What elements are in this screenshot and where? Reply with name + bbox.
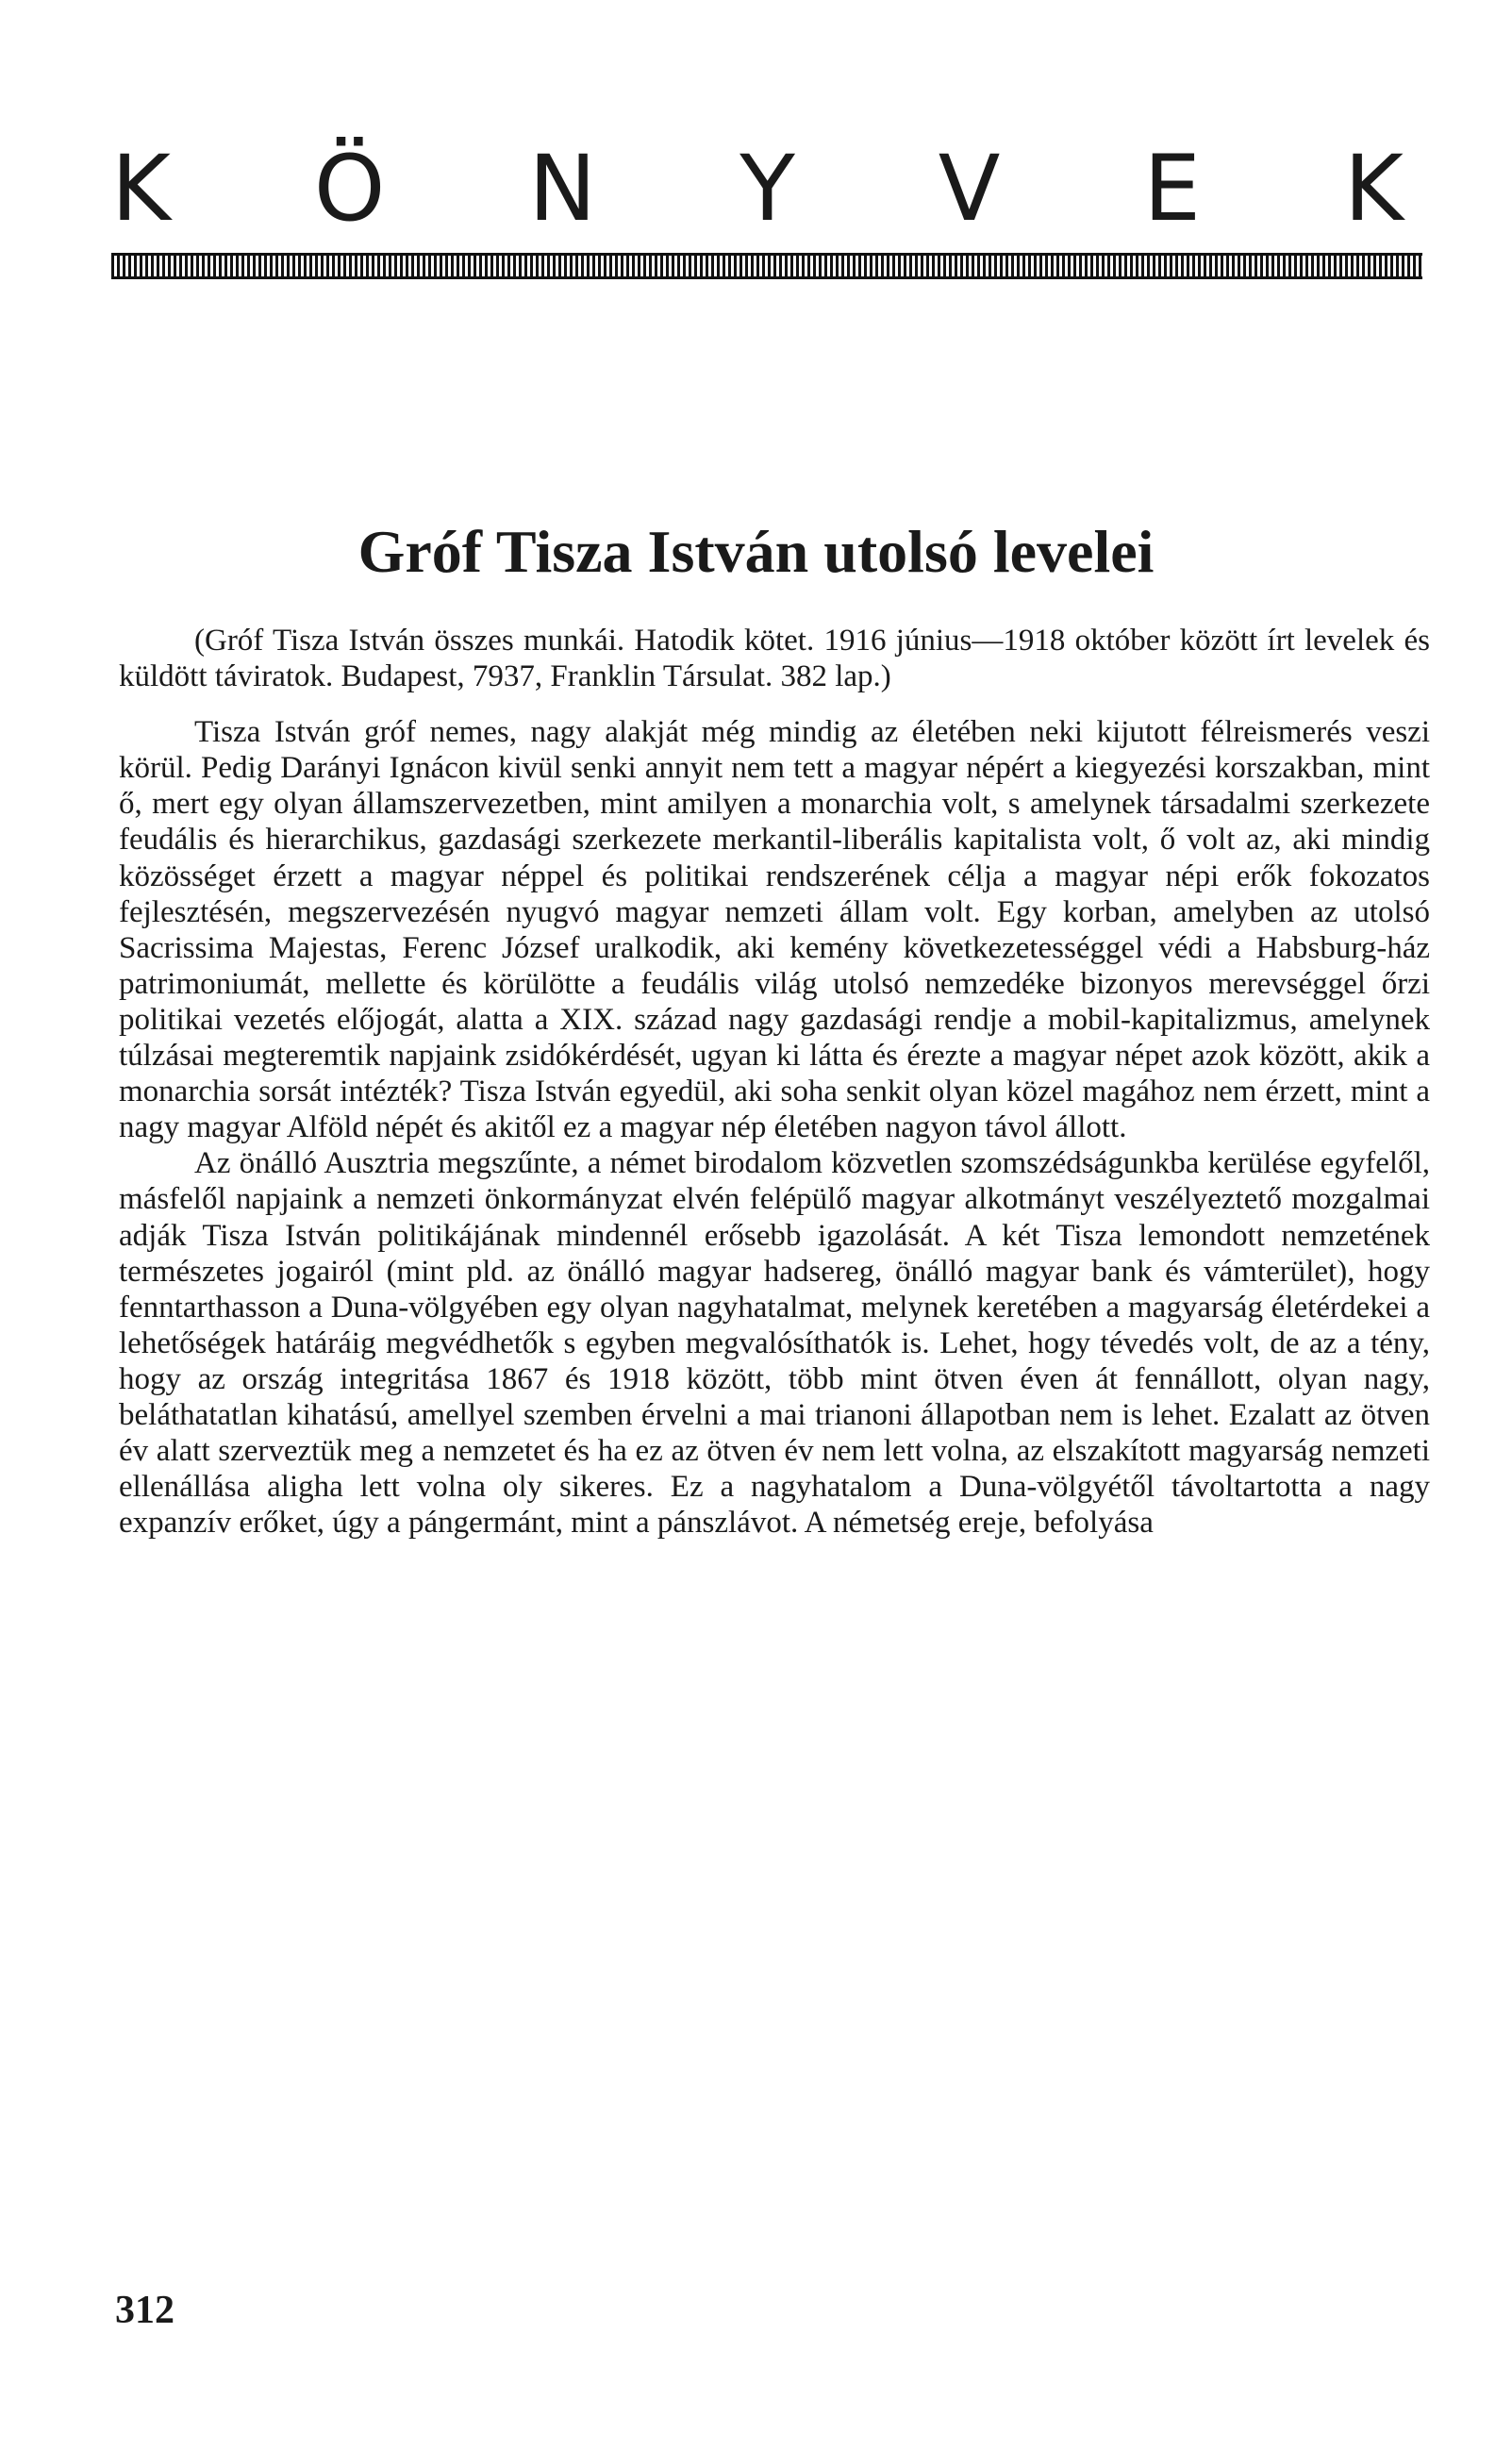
section-heading xyxy=(111,136,1404,242)
header-divider xyxy=(111,253,1422,279)
section-letter: E xyxy=(1143,136,1202,242)
section-letter: Ö xyxy=(313,136,386,242)
section-letter: Y xyxy=(739,136,795,242)
section-letter: K xyxy=(111,136,171,242)
page-number: 312 xyxy=(115,2289,174,2332)
section-letter: K xyxy=(1344,136,1404,242)
section-letter: V xyxy=(938,136,1001,242)
section-letter: N xyxy=(528,136,597,242)
article-body xyxy=(119,623,1430,1541)
bibliography-note: (Gróf Tisza István összes munkái. Hatodik kötet. 1916 június—1918 október között írt levelek és küldött táviratok. Budapest, 7937, Franklin Társulat. 382 lap.) xyxy=(119,624,1430,694)
article-title: Gróf Tisza István utolsó levelei xyxy=(357,518,1155,585)
section-heading-letters xyxy=(111,136,1404,242)
body-paragraph: Tisza István gróf nemes, nagy alakját még mindig az életében neki kijutott félreismerés veszi körül. Pedig Darányi Ignácon kivül senki annyit nem tett a magyar népért a kiegyezési korszakban, mint ő, mert egy olyan államszervezetben, mint amilyen a monarchia volt, s amelynek társadalmi szerkezete feudális és hierarchikus, gazdasági szerkezete merkantil-liberális kapitalista volt, ő volt az, aki mindig közösséget érzett a magyar néppel és politikai rendszerének célja a magyar népi erők fokozatos fejlesztésén, megszervezésén nyugvó magyar nemzeti állam volt. Egy korban, amelyben az utolsó Sacrissima Majestas, Ferenc József uralkodik, aki kemény következetességgel védi a Habsburg-ház patrimoniumát, mellette és körülötte a feudális világ utolsó nemzedéke bizonyos merevséggel őrzi politikai vezetés előjogát, alatta a XIX. század nagy gazdasági rendje a mobil-kapitalizmus, amelynek túlzásai megteremtik napjaink zsidókérdését, ugyan ki látta és érezte a magyar népet azok között, akik a monarchia sorsát intézték? Tisza István egyedül, aki soha senkit olyan közel magához nem érzett, mint a nagy magyar Alföld népét és akitől ez a magyar nép életében nagyon távol állott. xyxy=(119,715,1430,1145)
body-paragraph: Az önálló Ausztria megszűnte, a német birodalom közvetlen szomszédságunkba kerülése egyfelől, másfelől napjaink a nemzeti önkormányzat elvén felépülő magyar alkotmányt veszélyeztető mozgalmai adják Tisza István politikájának mindennél erősebb igazolását. A két Tisza lemondott nemzetének természetes jogairól (mint pld. az önálló magyar hadsereg, önálló magyar bank és vámterület), hogy fenntarthasson a Duna-völgyében egy olyan nagyhatalmat, melynek keretében a magyarság életérdekei a lehetőségek határáig megvédhetők s egyben megvalósíthatók is. Lehet, hogy tévedés volt, de az a tény, hogy az ország integritása 1867 és 1918 között, több mint ötven éven át fennállott, olyan nagy, beláthatatlan kihatású, amellyel szemben érvelni a mai trianoni állapotban nem is lehet. Ezalatt az ötven év alatt szerveztük meg a nemzetet és ha ez az ötven év nem lett volna, az elszakított magyarság nemzeti ellenállása aligha lett volna oly sikeres. Ez a nagyhatalom a Duna-völgyétől távoltartotta a nagy expanzív erőket, úgy a pángermánt, mint a pánszlávot. A németség ereje, befolyása xyxy=(119,1146,1430,1541)
